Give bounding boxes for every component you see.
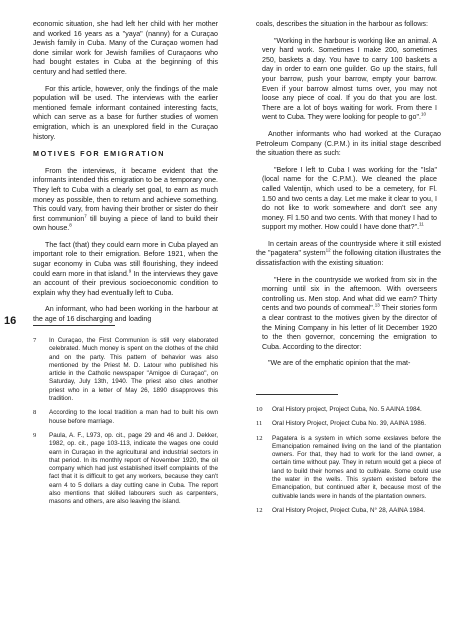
paragraph: "We are of the emphatic opinion that the mat- xyxy=(268,359,411,368)
footnote-number: 10 xyxy=(256,406,263,413)
footnote-text: Paula, A. F., L973, op. cit., page 29 and 46 and J. Dekker, 1982, op. cit., page 103-113, indicate the wages one could earn in Curaçao in the agricultural and industrial sectors in that period. In its monthly report of November 1920, the oil company which had just established itself complaints of the fact that it is difficult to get any workers, because they can't earn 4 to 5 dollars a day cutting cane in Cuba. The report also mentions that skilled labourers such as carpenters, masons and others, are also leaving the island. xyxy=(49,431,218,506)
paragraph: An informant, who had been working in the harbour at the age of 16 discharging and loading xyxy=(33,305,218,324)
footnote-text: In Curaçao, the First Communion is still very elaborated celebrated. Much money is spent on the clothes of the child and on the party. This pattern of behavior was also mentioned by the Priest M. D. Latour who published his article in the Catholic newspaper "Amigoe di Curaçao", on Saturday, July 13th, 1940. The priest also cites another priest who in a letter of May 26, 1890 disapproves this tradition. xyxy=(49,337,218,403)
paragraph-text: In certain areas of the countryside where it still existed the "pagatera" system xyxy=(256,239,441,258)
footnote-ref: 7 xyxy=(84,213,87,219)
paragraph: coals, describes the situation in the harbour as follows: xyxy=(256,20,428,28)
paragraph: For this article, however, only the findings of the male population will be used. The interviews with the earlier mentioned female informant contained interesting facts, which can serve as a base for further studies of women emigration, which is an unexplored field in the Curaçao history. xyxy=(33,84,218,141)
page-number: 16 xyxy=(4,315,17,327)
footnote-text: Pagatera is a system in which some exslaves before the Emancipation remained living on the land of the plantation owners. For that, they had to work for the land owner, a certain time without pay. They in return would get a piece of land to build their homes and to cultivate. Some could use the water in the wells. This system existed before the Emancipation, but continued after it, because most of the cultivable lands were in hands of the plantation owners. xyxy=(272,434,441,500)
paragraph-text: From the interviews, it became evident that the informants intended this emigration to be a temporary one. They left to Cuba with a clearly set goal, to earn as much money as possible, then to return and achieve something. This could vary, from having their brother or sister do their first communion xyxy=(33,166,218,223)
paragraph-text: till buying a piece of land to build their own house. xyxy=(33,214,218,233)
left-column xyxy=(33,20,218,332)
quote-text: "Working in the harbour is working like an animal. A very hard work. Sometimes I make 200, sometimes 250, baskets a day. You have to carry 100 baskets a day in order to earn one guilder. Go up the stairs, full your barrow, push your barrow, empty your barrow. Even if your barrow almost turns over, you may not loose any piece of coal. If you do that you are lost. There are a lot of boys waiting for work. From there I went to Cuba. They were looking for people to go". xyxy=(262,36,437,122)
footnote-ref: 9 xyxy=(128,268,132,274)
paragraph-text: The fact (that) they could earn more in Cuba played an important role to their emigration. Before 1921, when the sugar economy in Cuba was still flourishing, they indeed could earn more in that island. xyxy=(33,240,218,278)
footnote-number: 12 xyxy=(256,506,263,514)
block-quote xyxy=(262,276,437,353)
footnote xyxy=(256,406,441,414)
footnote-number: 12 xyxy=(256,434,263,442)
footnote xyxy=(33,337,218,403)
footnote-ref: 8 xyxy=(69,222,72,228)
paragraph xyxy=(256,240,441,269)
quote-text: "Before I left to Cuba I was working for the "Isla" (local name for the C.P.M.). We cleaned the place called Valentijn, which used to be a cemetery, for Fl. 1.50 and two cents a day. Let me make it clear to you, I do not like to work somewhere and don't see any money. Fl 1.50 and two cents. With that money I had to support my mother. How could I have done that?". xyxy=(262,165,437,232)
block-quote xyxy=(262,166,437,233)
paragraph-text: the following citation illustrates the dissatisfaction with the existing situation: xyxy=(256,249,441,268)
footnote xyxy=(256,420,441,428)
footnote-number: 7 xyxy=(33,337,37,344)
footnote-divider xyxy=(33,325,115,326)
paragraph-text: In the interviews they gave an account of their previous socioeconomic condition to explain why they had eventually left to Cuba. xyxy=(33,269,218,297)
footnote-ref: 11 xyxy=(419,221,424,227)
footnotes-left xyxy=(33,337,218,513)
footnote-text: According to the local tradition a man had to built his own house before marriage. xyxy=(49,409,218,425)
footnote xyxy=(33,409,218,426)
footnote xyxy=(256,507,441,515)
quote-text: "Here in the countryside we worked from six in the morning until six in the afternoon. With overseers controlling us. Men stop. And what did we earn? Thirty cents and two pounds of cornmeal". xyxy=(262,275,437,313)
footnote-text: Oral History Project, Project Cuba, N° 28, AAINA 1984. xyxy=(272,506,426,514)
footnote-text: Oral History project, Project Cuba, No. 5 AAINA 1984. xyxy=(272,406,422,413)
paragraph xyxy=(33,241,218,299)
footnote-number: 9 xyxy=(33,431,37,439)
quote-text: Their stories form a clear contrast to the motives given by the director of the Mining Company in his letter of lit December 1920 to the then governor, concerning the emigration to Cuba. According to the director: xyxy=(262,304,437,351)
footnote-number: 11 xyxy=(256,420,263,428)
footnote-number: 8 xyxy=(33,409,37,417)
footnotes-right xyxy=(256,406,441,521)
paragraph: Another informants who had worked at the Curaçao Petroleum Company (C.P.M.) in its initial stage described the situation there as such: xyxy=(256,129,441,158)
footnote xyxy=(256,435,441,501)
footnote xyxy=(33,432,218,507)
paragraph xyxy=(33,167,218,234)
footnote-ref: 10 xyxy=(420,111,426,117)
section-heading: MOTIVES FOR EMIGRATION xyxy=(33,149,166,159)
paragraph: economic situation, she had left her child with her mother and worked 16 years as a "yaya" (nanny) for a Curaçao Jewish family in Cuba. Many of the Curaçao women had done similar work for Jewish families of Curaçaons who had bought estates in Cuba at the beginning of this century and had settled there. xyxy=(33,20,218,76)
right-column xyxy=(256,20,441,376)
footnote-ref: 12 xyxy=(325,248,331,254)
footnote-ref: 13 xyxy=(374,303,380,309)
footnote-text: Oral History Project, Project Cuba No. 39, AAINA 1986. xyxy=(272,420,426,428)
footnote-divider xyxy=(256,394,338,395)
block-quote xyxy=(262,37,437,123)
